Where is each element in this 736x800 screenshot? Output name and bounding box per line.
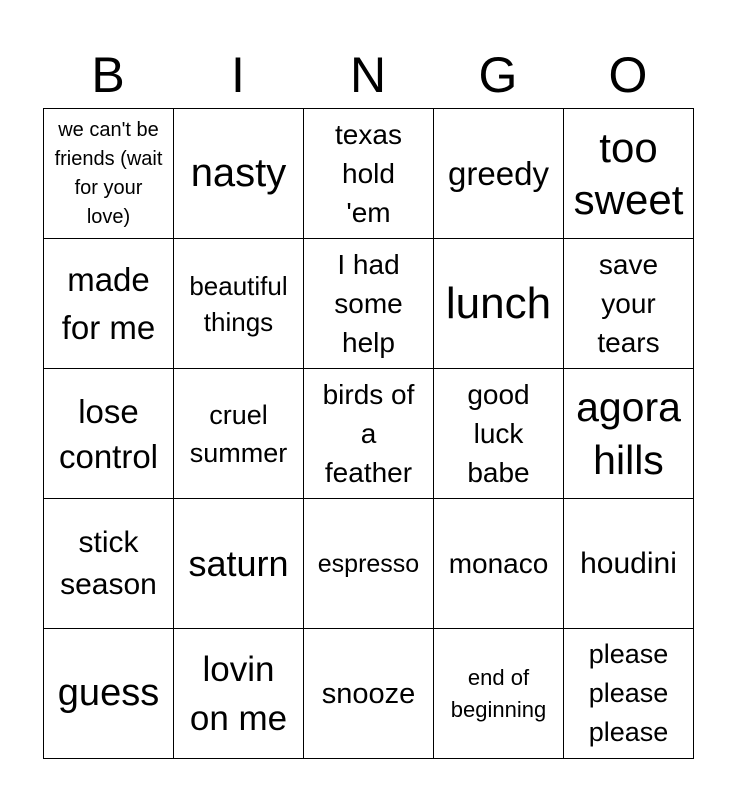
bingo-cell[interactable]: lovin on me [174,629,304,759]
bingo-cell[interactable]: texas hold 'em [304,109,434,239]
bingo-cell[interactable]: birds of a feather [304,369,434,499]
bingo-cell[interactable]: houdini [564,499,694,629]
bingo-cell[interactable]: lunch [434,239,564,369]
bingo-cell[interactable]: too sweet [564,109,694,239]
bingo-card [43,40,693,747]
bingo-cell[interactable]: we can't be friends (wait for your love) [44,109,174,239]
header-letter-g: G [478,47,518,103]
bingo-header [43,40,693,108]
header-letter-i: I [231,47,245,103]
bingo-cell[interactable]: snooze [304,629,434,759]
bingo-cell[interactable]: cruel summer [174,369,304,499]
bingo-cell[interactable]: save your tears [564,239,694,369]
bingo-grid [43,108,694,759]
bingo-cell[interactable]: saturn [174,499,304,629]
bingo-cell[interactable]: guess [44,629,174,759]
bingo-cell[interactable]: stick season [44,499,174,629]
bingo-cell[interactable]: agora hills [564,369,694,499]
header-letter-o: O [608,47,648,103]
bingo-cell[interactable]: beautiful things [174,239,304,369]
bingo-cell[interactable]: greedy [434,109,564,239]
bingo-cell[interactable]: please please please [564,629,694,759]
header-letter-n: N [349,47,387,103]
bingo-cell[interactable]: I had some help [304,239,434,369]
bingo-cell[interactable]: end of beginning [434,629,564,759]
bingo-cell[interactable]: lose control [44,369,174,499]
bingo-cell[interactable]: good luck babe [434,369,564,499]
header-letter-b: B [91,47,125,103]
bingo-cell[interactable]: made for me [44,239,174,369]
bingo-cell[interactable]: espresso [304,499,434,629]
bingo-cell[interactable]: nasty [174,109,304,239]
bingo-cell[interactable]: monaco [434,499,564,629]
